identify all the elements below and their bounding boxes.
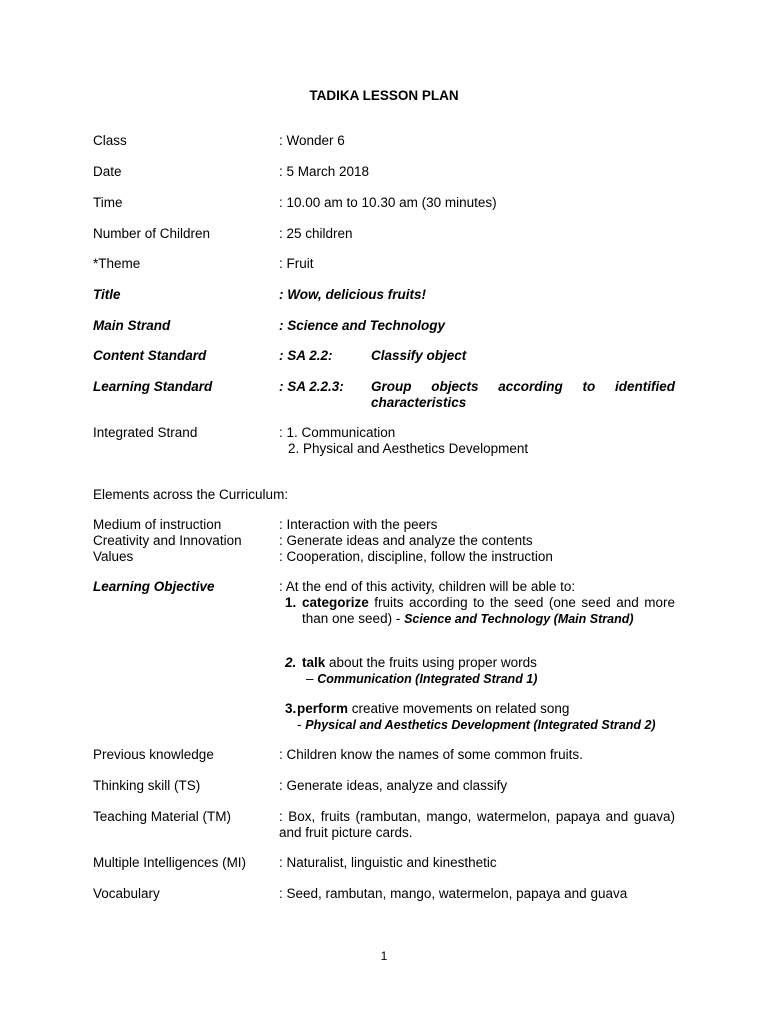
integrated-strand-line-2: 2. Physical and Aesthetics Development xyxy=(288,440,529,456)
objective-1-number: 1. xyxy=(285,595,297,610)
page-number: 1 xyxy=(380,949,388,963)
main-strand-label: Main Strand xyxy=(93,318,171,333)
objective-1-desc: fruits according to the seed (one seed and more than one seed) - xyxy=(302,595,675,626)
vocabulary-value: : Seed, rambutan, mango, watermelon, papaya and guava xyxy=(279,886,628,901)
title-label: Title xyxy=(93,287,121,302)
content-standard-value: Classify object xyxy=(371,348,467,363)
content-standard-label: Content Standard xyxy=(93,348,207,363)
content-standard-code: : SA 2.2: xyxy=(279,348,333,363)
objective-1-verb: categorize xyxy=(302,595,369,610)
values-value: : Cooperation, discipline, follow the instruction xyxy=(279,549,553,564)
objective-2-strand-prefix: – xyxy=(306,670,318,686)
values-label: Values xyxy=(93,549,134,564)
objective-1-strand: Science and Technology (Main Strand) xyxy=(404,611,634,626)
objective-2-number: 2. xyxy=(285,655,297,670)
objective-2-strand: Communication (Integrated Strand 1) xyxy=(317,671,538,686)
objective-item-2 xyxy=(279,655,675,687)
medium-value: : Interaction with the peers xyxy=(279,517,438,532)
learning-standard-value: Group objects according to identified characteristics xyxy=(371,379,675,410)
medium-label: Medium of instruction xyxy=(93,517,222,532)
objective-2-desc: about the fruits using proper words xyxy=(325,655,537,670)
learning-objective-content xyxy=(279,579,675,739)
learning-objective-label: Learning Objective xyxy=(93,579,215,594)
learning-standard-code: : SA 2.2.3: xyxy=(279,379,344,394)
objective-3-desc: creative movements on related song xyxy=(348,701,570,716)
objective-2-verb: talk xyxy=(302,655,326,670)
creativity-value: : Generate ideas and analyze the contents xyxy=(279,533,533,548)
objective-3-strand: Physical and Aesthetics Development (Integrated Strand 2) xyxy=(305,717,656,732)
class-label: Class xyxy=(93,133,127,148)
multiple-intelligences-value: : Naturalist, linguistic and kinesthetic xyxy=(279,855,497,870)
children-value: : 25 children xyxy=(279,226,353,241)
time-label: Time xyxy=(93,195,123,210)
time-value: : 10.00 am to 10.30 am (30 minutes) xyxy=(279,195,497,210)
creativity-label: Creativity and Innovation xyxy=(93,533,242,548)
objective-1-text xyxy=(302,595,675,627)
previous-knowledge-value: : Children know the names of some common fruits. xyxy=(279,747,583,762)
elements-heading: Elements across the Curriculum: xyxy=(93,487,289,502)
main-strand-value: : Science and Technology xyxy=(279,318,446,333)
theme-label: *Theme xyxy=(93,256,141,271)
theme-value: : Fruit xyxy=(279,256,314,271)
document-title: TADIKA LESSON PLAN xyxy=(309,88,459,103)
objective-3-number: 3. xyxy=(285,701,297,716)
objective-3-strand-prefix: - xyxy=(297,716,306,732)
integrated-strand-line-1: : 1. Communication xyxy=(279,425,396,440)
learning-standard-label: Learning Standard xyxy=(93,379,213,394)
date-label: Date xyxy=(93,164,122,179)
objective-intro: : At the end of this activity, children will be able to: xyxy=(279,579,576,594)
content-standard-value-wrap xyxy=(279,348,675,364)
objective-item-3 xyxy=(279,701,675,733)
objective-item-1 xyxy=(279,595,675,643)
multiple-intelligences-label: Multiple Intelligences (MI) xyxy=(93,855,247,870)
vocabulary-label: Vocabulary xyxy=(93,886,160,901)
teaching-material-value: : Box, fruits (rambutan, mango, watermelon, papaya and guava) and fruit picture cards. xyxy=(279,809,675,840)
teaching-material-label: Teaching Material (TM) xyxy=(93,809,232,824)
thinking-skill-label: Thinking skill (TS) xyxy=(93,778,201,793)
date-value: : 5 March 2018 xyxy=(279,164,370,179)
objective-3-verb: perform xyxy=(297,701,349,716)
class-value: : Wonder 6 xyxy=(279,133,345,148)
integrated-strand-values xyxy=(279,425,675,456)
previous-knowledge-label: Previous knowledge xyxy=(93,747,214,762)
title-value: : Wow, delicious fruits! xyxy=(279,287,427,302)
integrated-strand-label: Integrated Strand xyxy=(93,425,198,440)
field-learning-objective xyxy=(93,579,675,739)
objective-3-text xyxy=(297,701,670,733)
children-label: Number of Children xyxy=(93,226,211,241)
objective-2-text xyxy=(302,655,675,687)
thinking-skill-value: : Generate ideas, analyze and classify xyxy=(279,778,508,793)
